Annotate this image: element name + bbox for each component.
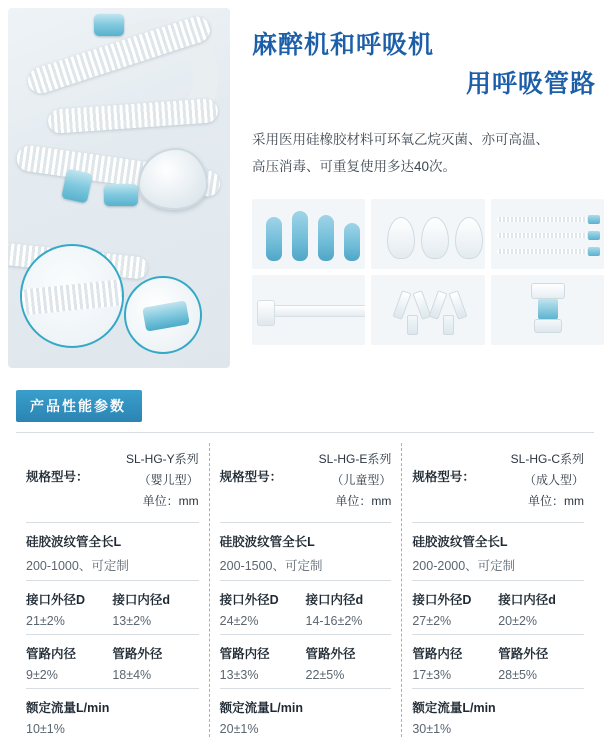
mask-graphic xyxy=(387,217,415,259)
spec-column-adult xyxy=(401,443,594,738)
spec-connector-diameters xyxy=(220,581,392,634)
spec-title: 接口内径d xyxy=(112,593,170,607)
spec-value: 200-1500、可定制 xyxy=(219,559,323,573)
spec-tube-inner xyxy=(220,644,306,682)
column-header xyxy=(412,443,584,522)
spec-title: 接口内径d xyxy=(305,593,364,607)
spec-value: 18±4% xyxy=(112,668,152,682)
model-type: （成人型） xyxy=(524,473,585,487)
spec-column-child xyxy=(209,443,402,738)
spec-title: 额定流量L/min xyxy=(26,701,110,715)
section-label: 产品性能参数 xyxy=(16,390,142,422)
valve-top-graphic xyxy=(531,283,565,299)
anesthesia-mask-graphic xyxy=(138,148,208,210)
tube-tip-graphic xyxy=(588,247,600,256)
y-stem-graphic xyxy=(407,315,418,335)
breathing-bag-graphic xyxy=(292,211,308,261)
thumbnail-y-pieces xyxy=(371,275,484,345)
model-unit: 单位：mm xyxy=(142,494,199,508)
mask-graphic xyxy=(455,217,483,259)
column-header xyxy=(220,443,392,522)
model-series: SL-HG-Y系列 xyxy=(125,452,199,466)
model-unit: 单位：mm xyxy=(335,494,392,508)
tube-tip-graphic xyxy=(588,215,600,224)
spec-tube-diameters xyxy=(412,635,584,688)
tube-graphic xyxy=(497,249,598,254)
page-title xyxy=(252,26,604,104)
tube-tip-graphic xyxy=(588,231,600,240)
breathing-bag-graphic xyxy=(318,215,334,261)
spec-title: 接口外径D xyxy=(412,593,472,607)
breathing-bag-graphic xyxy=(266,217,282,261)
spec-value: 17±3% xyxy=(412,668,452,682)
spec-value: 13±2% xyxy=(112,614,152,628)
spec-title: 管路内径 xyxy=(412,647,463,661)
spec-tube-outer xyxy=(498,644,584,682)
spec-value: 10±1% xyxy=(26,722,65,736)
model-label: 规格型号： xyxy=(412,470,475,484)
extension-connector-graphic xyxy=(266,305,365,317)
spec-column-infant xyxy=(16,443,209,738)
spec-flow-rate xyxy=(412,689,584,738)
blue-connector-graphic xyxy=(94,14,124,36)
breathing-bag-graphic xyxy=(344,223,360,261)
spec-value: 20±1% xyxy=(219,722,259,736)
zoom-tube-graphic xyxy=(20,278,124,316)
blue-connector-graphic xyxy=(104,184,138,206)
spec-title: 接口内径d xyxy=(498,593,556,607)
blue-connector-graphic xyxy=(61,169,93,204)
product-thumbnail-grid xyxy=(252,199,604,345)
model-label: 规格型号： xyxy=(219,470,283,484)
spec-connector-diameters xyxy=(26,581,199,634)
spec-tube-diameters xyxy=(26,635,199,688)
spec-value: 21±2% xyxy=(26,614,65,628)
spec-flow-rate xyxy=(220,689,392,738)
spec-connector-inner xyxy=(306,590,392,628)
spec-connector-outer xyxy=(412,590,498,628)
page-subtitle xyxy=(252,126,604,181)
subtitle-line1: 采用医用硅橡胶材料可环氧乙烷灭菌、亦可高温、 xyxy=(252,131,549,147)
model-type: （婴儿型） xyxy=(138,473,199,487)
model-value xyxy=(511,449,584,512)
spec-connector-inner xyxy=(112,590,198,628)
spec-value: 9±2% xyxy=(26,668,58,682)
spec-value: 22±5% xyxy=(305,668,345,682)
page-title-line1: 麻醉机和呼吸机 xyxy=(252,31,435,59)
spec-tube-inner xyxy=(26,644,112,682)
model-series: SL-HG-C系列 xyxy=(510,452,585,466)
spec-title: 管路外径 xyxy=(498,647,549,661)
spec-connector-inner xyxy=(498,590,584,628)
spec-value: 30±1% xyxy=(412,722,452,736)
spec-title: 管路外径 xyxy=(305,647,356,661)
spec-title: 管路外径 xyxy=(112,647,163,661)
top-section xyxy=(0,0,610,368)
thumbnail-extension-connector xyxy=(252,275,365,345)
column-header xyxy=(26,443,199,522)
hero-product-photo xyxy=(8,8,230,368)
tube-graphic xyxy=(497,233,598,238)
thumbnail-straight-tubes xyxy=(491,199,604,269)
spec-title: 硅胶波纹管全长L xyxy=(26,535,122,549)
thumbnail-masks xyxy=(371,199,484,269)
spec-value: 28±5% xyxy=(498,668,538,682)
spec-title: 管路内径 xyxy=(219,647,270,661)
y-piece-graphic xyxy=(397,291,427,335)
model-type: （儿童型） xyxy=(331,473,392,487)
spec-title: 额定流量L/min xyxy=(219,701,304,715)
valve-assembly-graphic xyxy=(531,283,565,335)
spec-value: 24±2% xyxy=(219,614,259,628)
spec-value: 14-16±2% xyxy=(305,614,363,628)
thumbnail-breathing-bags xyxy=(252,199,365,269)
detail-zoom-circle-tube xyxy=(20,244,124,348)
spec-title: 管路内径 xyxy=(26,647,77,661)
thumbnail-valve-assembly xyxy=(491,275,604,345)
detail-zoom-circle-connector xyxy=(124,276,202,354)
spec-tube-inner xyxy=(412,644,498,682)
page-title-line2: 用呼吸管路 xyxy=(465,69,596,98)
y-stem-graphic xyxy=(443,315,454,335)
spec-title: 接口外径D xyxy=(26,593,86,607)
spec-value: 200-1000、可定制 xyxy=(26,559,129,573)
spec-connector-diameters xyxy=(412,581,584,634)
spec-length xyxy=(220,523,392,580)
valve-bottom-graphic xyxy=(534,319,562,333)
zoom-connector-graphic xyxy=(142,300,189,331)
model-value xyxy=(126,449,199,512)
spec-connector-outer xyxy=(220,590,306,628)
spec-tube-diameters xyxy=(220,635,392,688)
y-piece-graphic xyxy=(433,291,463,335)
spec-length xyxy=(412,523,584,580)
spec-flow-rate xyxy=(26,689,199,738)
model-unit: 单位：mm xyxy=(528,494,585,508)
header-text-column xyxy=(230,8,604,368)
spec-value: 27±2% xyxy=(412,614,452,628)
spec-title: 接口外径D xyxy=(219,593,279,607)
spec-title: 额定流量L/min xyxy=(412,701,496,715)
spec-length xyxy=(26,523,199,580)
spec-tube-outer xyxy=(306,644,392,682)
spec-value: 20±2% xyxy=(498,614,538,628)
model-series: SL-HG-E系列 xyxy=(318,452,392,466)
subtitle-line2: 高压消毒、可重复使用多达40次。 xyxy=(252,159,457,175)
parameters-section xyxy=(0,390,610,738)
valve-mid-graphic xyxy=(538,299,558,319)
spec-value: 200-2000、可定制 xyxy=(412,559,516,573)
spec-title: 硅胶波纹管全长L xyxy=(219,535,315,549)
tube-graphic xyxy=(497,217,598,222)
spec-tube-outer xyxy=(112,644,198,682)
model-label: 规格型号： xyxy=(26,470,89,484)
spec-value: 13±3% xyxy=(219,668,259,682)
spec-columns xyxy=(16,433,594,738)
spec-title: 硅胶波纹管全长L xyxy=(412,535,508,549)
spec-connector-outer xyxy=(26,590,112,628)
mask-graphic xyxy=(421,217,449,259)
model-value xyxy=(319,449,392,512)
